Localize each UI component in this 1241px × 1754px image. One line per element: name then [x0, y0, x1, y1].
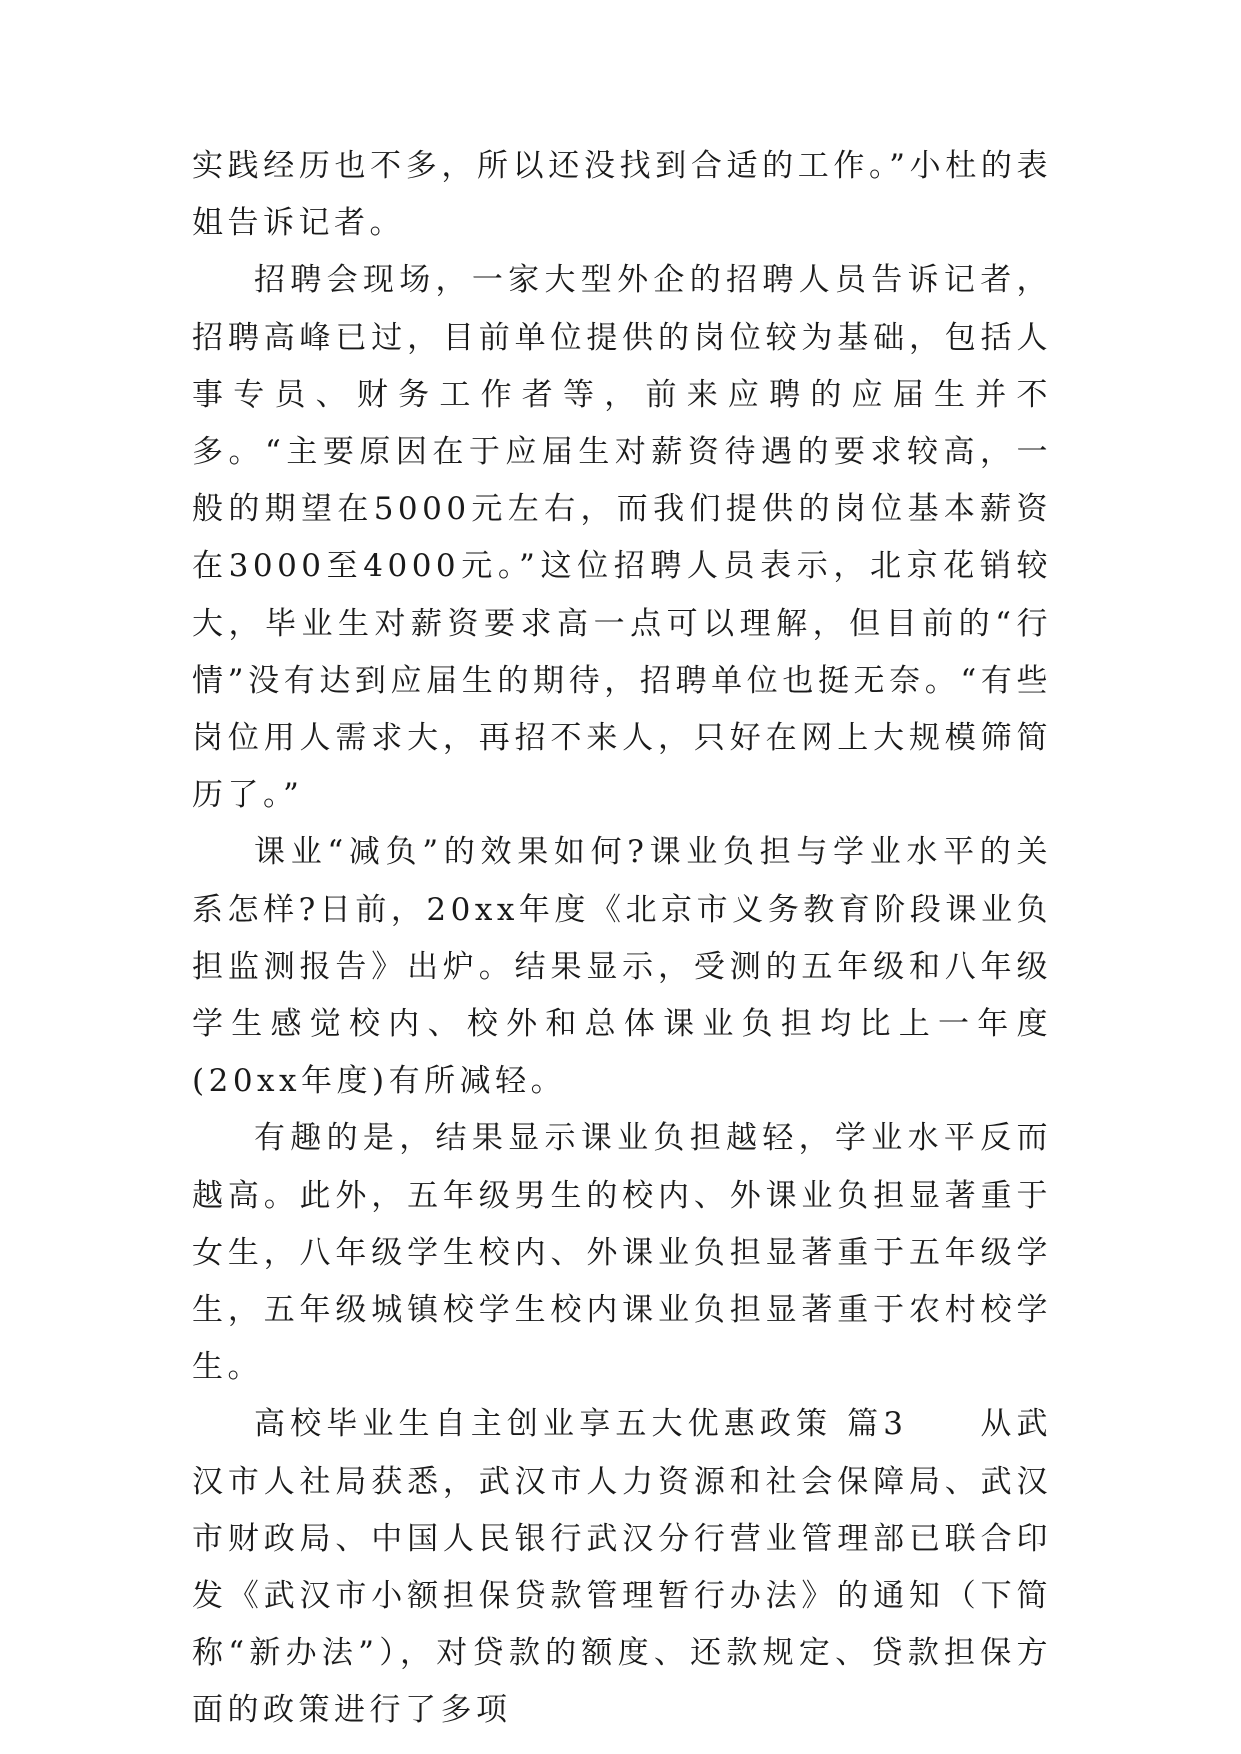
document-page [192, 138, 1052, 1740]
paragraph-3: 课业“减负”的效果如何?课业负担与学业水平的关系怎样?日前，20xx年度《北京市义务教育阶段课业负担监测报告》出炉。结果显示，受测的五年级和八年级学生感觉校内、校外和总体课业负担均比上一年度(20xx年度)有所减轻。 [192, 834, 1052, 1100]
paragraph-4: 有趣的是，结果显示课业负担越轻，学业水平反而越高。此外，五年级男生的校内、外课业负担显著重于女生，八年级学生校内、外课业负担显著重于五年级学生，五年级城镇校学生校内课业负担显著重于农村校学生。 [192, 1120, 1052, 1386]
paragraph-1: 实践经历也不多，所以还没找到合适的工作。”小杜的表姐告诉记者。 [192, 148, 1052, 242]
paragraph-2: 招聘会现场，一家大型外企的招聘人员告诉记者，招聘高峰已过，目前单位提供的岗位较为基础，包括人事专员、财务工作者等，前来应聘的应届生并不多。“主要原因在于应届生对薪资待遇的要求较高，一般的期望在5000元左右，而我们提供的岗位基本薪资在3000至4000元。”这位招聘人员表示，北京花销较大，毕业生对薪资要求高一点可以理解，但目前的“行情”没有达到应届生的期待，招聘单位也挺无奈。“有些岗位用人需求大，再招不来人，只好在网上大规模筛简历了。” [192, 262, 1052, 814]
paragraph-5: 高校毕业生自主创业享五大优惠政策 篇3 从武汉市人社局获悉，武汉市人力资源和社会保障局、武汉市财政局、中国人民银行武汉分行营业管理部已联合印发《武汉市小额担保贷款管理暂行办法》的通知（下简称“新办法”），对贷款的额度、还款规定、贷款担保方面的政策进行了多项 [192, 1406, 1052, 1729]
